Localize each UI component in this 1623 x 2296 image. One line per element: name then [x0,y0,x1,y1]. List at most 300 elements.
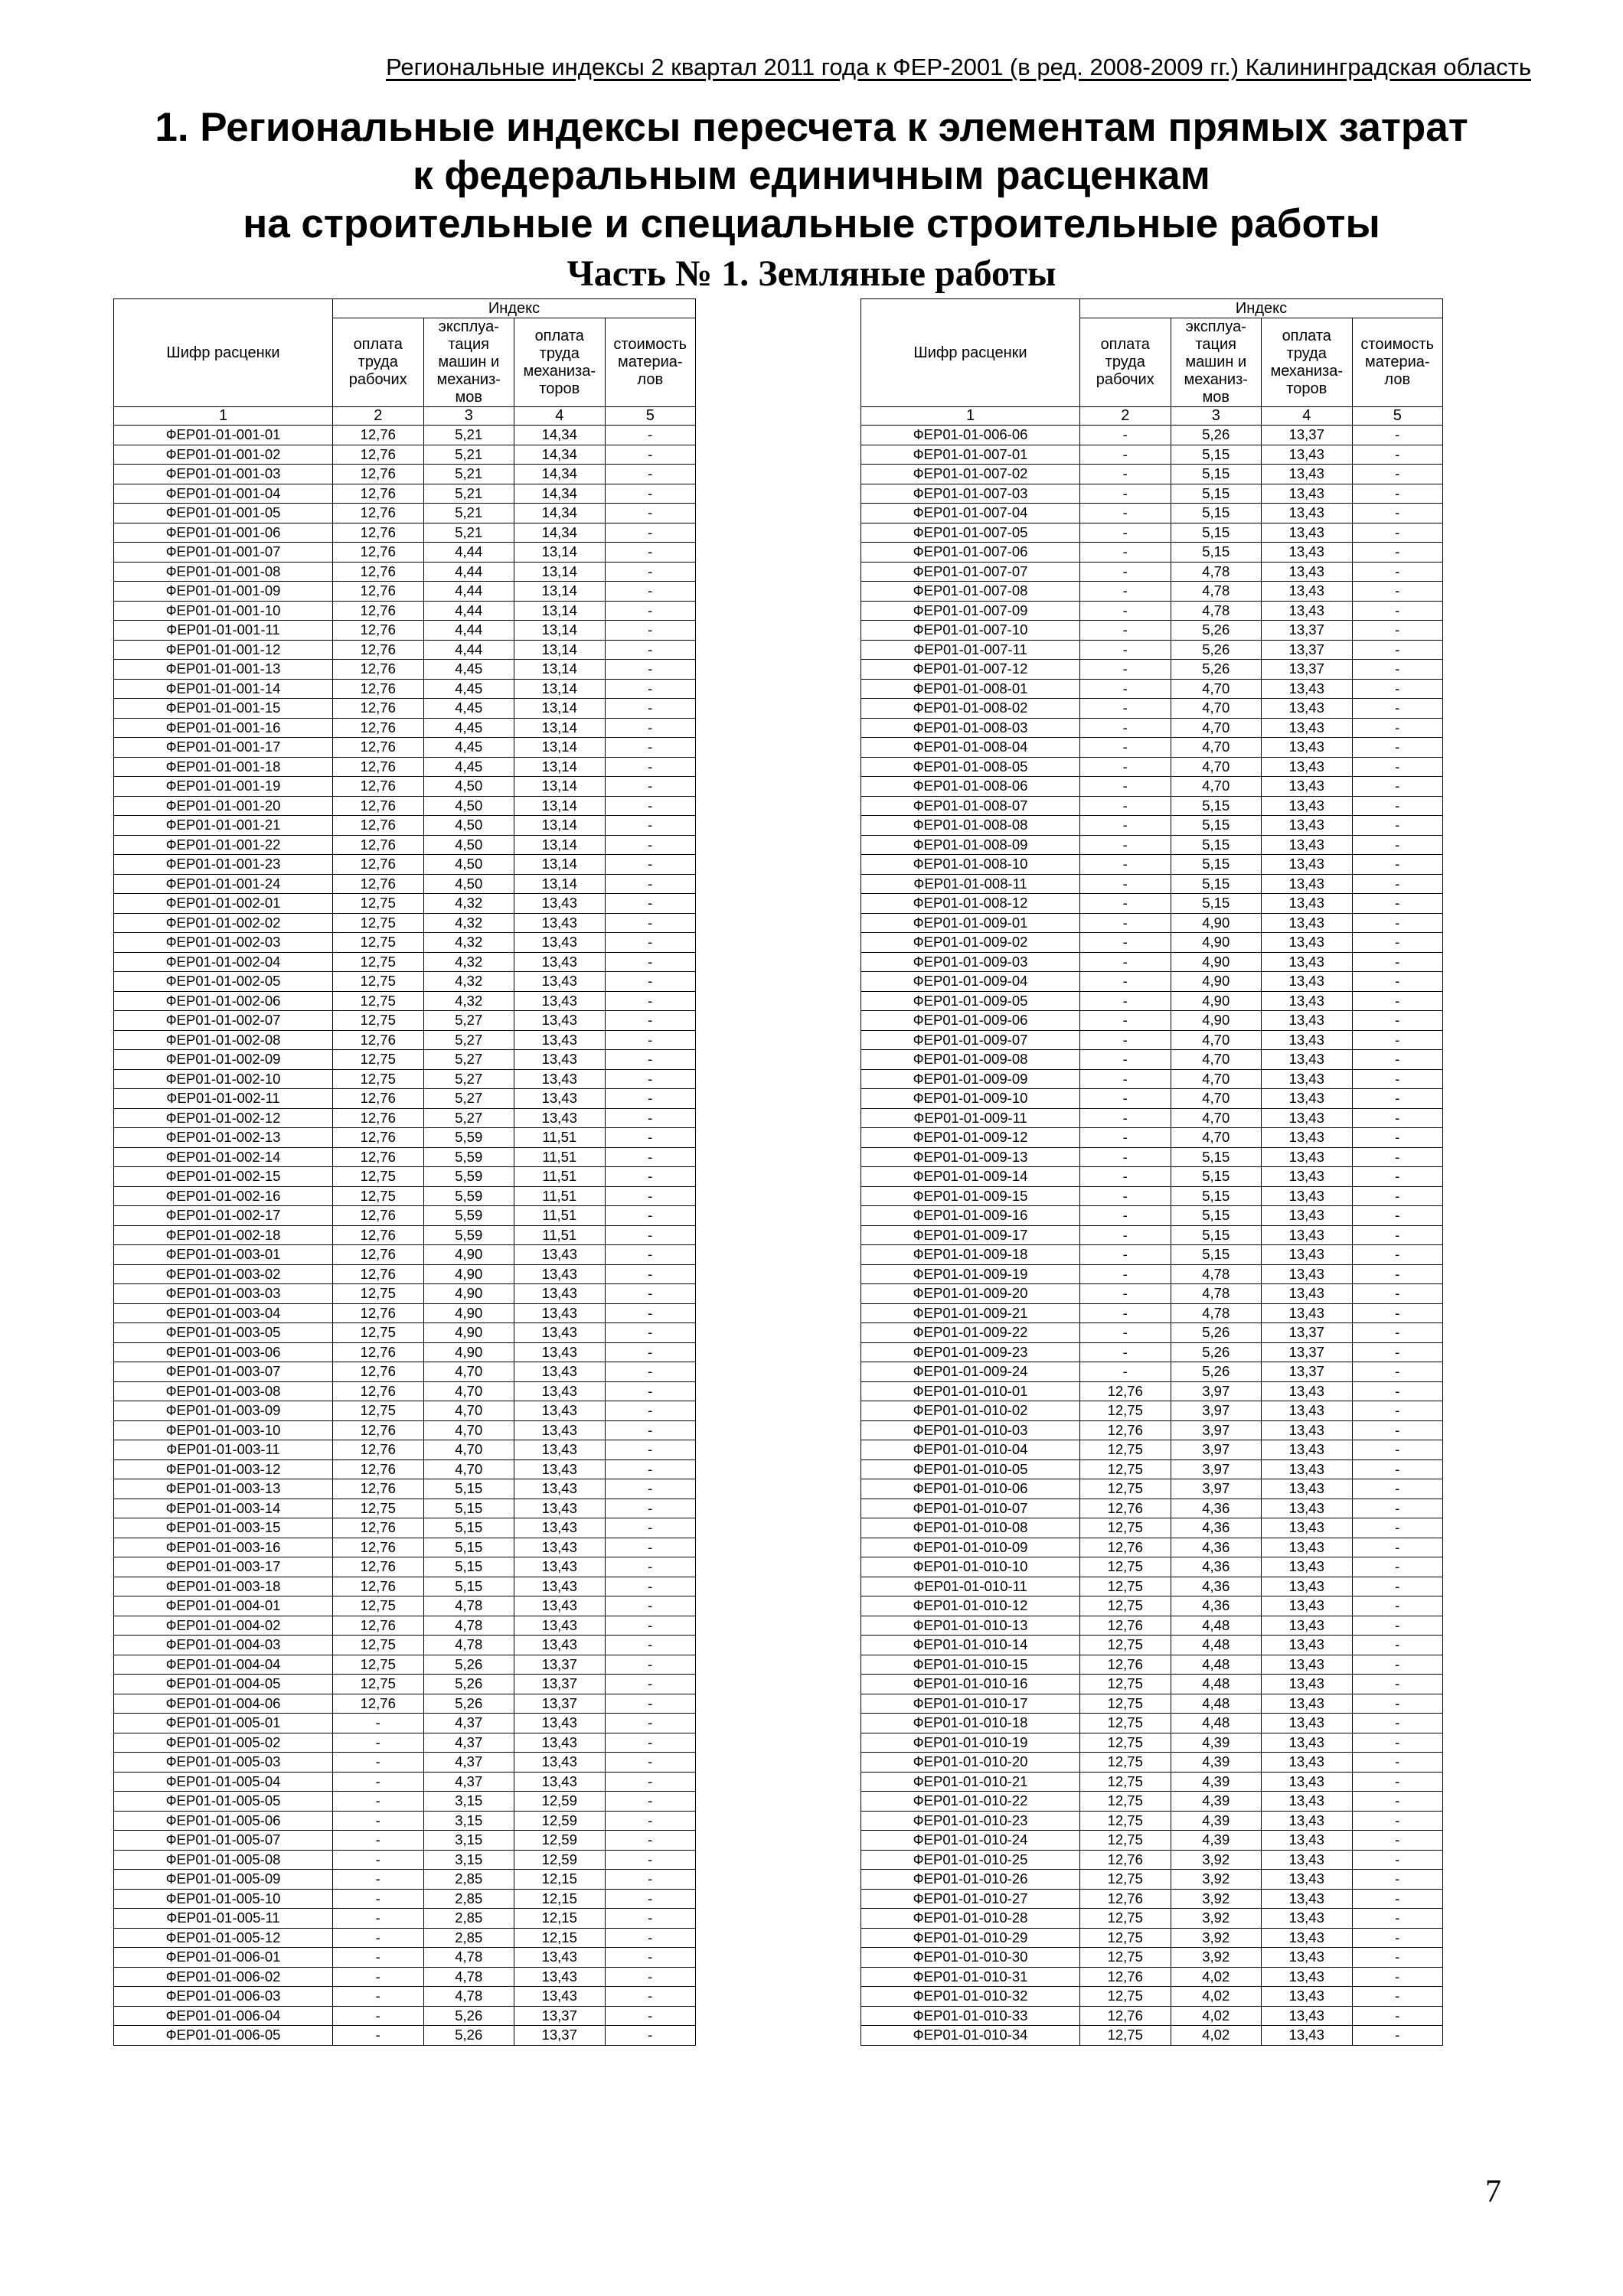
materials-index-cell: - [1352,1167,1443,1187]
rate-code-cell: ФЕР01-01-001-18 [114,757,333,777]
table-row [861,1303,1443,1323]
materials-index-cell: - [605,1245,696,1265]
labor-index-cell: 12,76 [1080,1616,1171,1636]
machines-index-cell: 2,85 [423,1909,514,1929]
operators-index-cell: 13,43 [1262,1928,1353,1948]
labor-index-cell: 12,76 [333,816,424,836]
materials-index-cell: - [1352,1303,1443,1323]
operators-index-cell: 13,37 [514,1694,606,1714]
table-row [114,1557,696,1577]
table-row [861,601,1443,621]
materials-index-cell: - [605,1128,696,1148]
operators-index-cell: 13,43 [514,1967,606,1987]
operators-index-cell: 13,43 [1262,1831,1353,1851]
materials-index-cell: - [1352,1675,1443,1694]
materials-index-cell: - [1352,1948,1443,1968]
table-row [861,1479,1443,1499]
machines-index-cell: 4,90 [1171,991,1262,1011]
labor-index-cell: 12,75 [333,1284,424,1304]
materials-index-cell: - [605,1362,696,1382]
machines-index-cell: 4,70 [423,1420,514,1440]
operators-index-cell: 13,43 [1262,1225,1353,1245]
rate-code-cell: ФЕР01-01-005-02 [114,1733,333,1753]
operators-index-cell: 13,43 [1262,1811,1353,1831]
table-row [861,874,1443,894]
machines-index-cell: 4,70 [423,1459,514,1479]
rate-code-cell: ФЕР01-01-003-08 [114,1381,333,1401]
operators-index-cell: 13,43 [1262,757,1353,777]
operators-index-cell: 13,43 [1262,874,1353,894]
machines-index-cell: 4,70 [1171,1128,1262,1148]
materials-index-cell: - [605,484,696,504]
operators-index-cell: 13,43 [1262,679,1353,699]
rate-code-cell: ФЕР01-01-010-01 [861,1381,1080,1401]
labor-index-cell: 12,76 [333,1108,424,1128]
table-row [861,484,1443,504]
table-row [861,1225,1443,1245]
rate-code-cell: ФЕР01-01-002-17 [114,1206,333,1226]
labor-index-cell: 12,76 [333,1538,424,1557]
materials-index-cell: - [605,1655,696,1675]
machines-index-cell: 4,02 [1171,2006,1262,2026]
labor-index-cell: - [1080,699,1171,719]
rate-code-cell: ФЕР01-01-003-07 [114,1362,333,1382]
machines-index-cell: 4,44 [423,640,514,660]
labor-index-cell: - [1080,835,1171,855]
table-row [861,1089,1443,1109]
title-line-2: к федеральным единичным расценкам [413,153,1210,198]
operators-index-cell: 13,43 [514,1050,606,1070]
rate-code-cell: ФЕР01-01-002-04 [114,952,333,972]
header-operators: оплата труда механиза-торов [514,318,606,407]
labor-index-cell: 12,76 [333,1264,424,1284]
labor-index-cell: 12,76 [333,1206,424,1226]
operators-index-cell: 13,43 [1262,913,1353,933]
rate-code-cell: ФЕР01-01-003-13 [114,1479,333,1499]
rate-code-cell: ФЕР01-01-001-22 [114,835,333,855]
rate-code-cell: ФЕР01-01-003-09 [114,1401,333,1421]
labor-index-cell: 12,75 [1080,1518,1171,1538]
rate-code-cell: ФЕР01-01-004-02 [114,1616,333,1636]
machines-index-cell: 4,90 [423,1303,514,1323]
materials-index-cell: - [605,894,696,914]
machines-index-cell: 4,70 [1171,1069,1262,1089]
materials-index-cell: - [1352,1870,1443,1890]
materials-index-cell: - [605,1714,696,1733]
operators-index-cell: 13,43 [1262,1420,1353,1440]
operators-index-cell: 13,43 [514,1733,606,1753]
operators-index-cell: 13,43 [514,1499,606,1518]
rate-code-cell: ФЕР01-01-005-11 [114,1909,333,1929]
materials-index-cell: - [1352,445,1443,465]
rate-code-cell: ФЕР01-01-010-04 [861,1440,1080,1460]
labor-index-cell: - [1080,426,1171,445]
materials-index-cell: - [605,855,696,875]
machines-index-cell: 4,78 [423,1616,514,1636]
labor-index-cell: - [1080,991,1171,1011]
labor-index-cell: - [333,1948,424,1968]
rate-code-cell: ФЕР01-01-009-15 [861,1186,1080,1206]
machines-index-cell: 5,15 [1171,1167,1262,1187]
materials-index-cell: - [605,1401,696,1421]
machines-index-cell: 4,70 [1171,777,1262,797]
table-row [114,1420,696,1440]
machines-index-cell: 5,15 [1171,1186,1262,1206]
materials-index-cell: - [1352,1987,1443,2007]
materials-index-cell: - [1352,1186,1443,1206]
operators-index-cell: 13,43 [1262,1011,1353,1031]
machines-index-cell: 4,70 [423,1440,514,1460]
rate-code-cell: ФЕР01-01-004-01 [114,1596,333,1616]
materials-index-cell: - [605,465,696,484]
table-row [861,1694,1443,1714]
operators-index-cell: 13,14 [514,757,606,777]
materials-index-cell: - [1352,601,1443,621]
labor-index-cell: 12,76 [333,1225,424,1245]
rate-code-cell: ФЕР01-01-002-05 [114,972,333,992]
labor-index-cell: 12,75 [333,952,424,972]
rate-code-cell: ФЕР01-01-007-07 [861,562,1080,582]
materials-index-cell: - [605,972,696,992]
labor-index-cell: 12,75 [1080,1557,1171,1577]
materials-index-cell: - [605,679,696,699]
table-row [861,1616,1443,1636]
machines-index-cell: 5,15 [1171,543,1262,563]
operators-index-cell: 13,43 [1262,1733,1353,1753]
materials-index-cell: - [605,640,696,660]
rate-code-cell: ФЕР01-01-010-03 [861,1420,1080,1440]
labor-index-cell: - [1080,484,1171,504]
operators-index-cell: 13,43 [1262,1596,1353,1616]
labor-index-cell: 12,76 [1080,1538,1171,1557]
operators-index-cell: 13,43 [1262,562,1353,582]
table-row [114,1011,696,1031]
materials-index-cell: - [1352,1616,1443,1636]
labor-index-cell: - [333,2006,424,2026]
operators-index-cell: 11,51 [514,1167,606,1187]
materials-index-cell: - [1352,1342,1443,1362]
materials-index-cell: - [605,796,696,816]
operators-index-cell: 13,43 [1262,952,1353,972]
rate-code-cell: ФЕР01-01-007-03 [861,484,1080,504]
materials-index-cell: - [605,1636,696,1655]
labor-index-cell: 12,76 [1080,1655,1171,1675]
materials-index-cell: - [1352,1362,1443,1382]
materials-index-cell: - [1352,1596,1443,1616]
table-row [114,2026,696,2046]
table-row [114,874,696,894]
table-row [114,640,696,660]
machines-index-cell: 5,59 [423,1128,514,1148]
materials-index-cell: - [605,1987,696,2007]
labor-index-cell: - [1080,738,1171,758]
materials-index-cell: - [1352,1420,1443,1440]
table-row [114,484,696,504]
materials-index-cell: - [605,1577,696,1596]
operators-index-cell: 13,43 [1262,1714,1353,1733]
machines-index-cell: 5,15 [1171,484,1262,504]
machines-index-cell: 4,48 [1171,1694,1262,1714]
labor-index-cell: 12,76 [333,1440,424,1460]
operators-index-cell: 12,59 [514,1792,606,1812]
rate-code-cell: ФЕР01-01-003-15 [114,1518,333,1538]
rate-code-cell: ФЕР01-01-009-12 [861,1128,1080,1148]
materials-index-cell: - [1352,1577,1443,1596]
rate-code-cell: ФЕР01-01-008-11 [861,874,1080,894]
rate-code-cell: ФЕР01-01-009-03 [861,952,1080,972]
labor-index-cell: 12,75 [1080,1577,1171,1596]
table-row [114,504,696,523]
machines-index-cell: 5,59 [423,1225,514,1245]
labor-index-cell: 12,75 [1080,2026,1171,2046]
machines-index-cell: 4,48 [1171,1675,1262,1694]
rate-code-cell: ФЕР01-01-010-32 [861,1987,1080,2007]
table-row [114,1303,696,1323]
rate-code-cell: ФЕР01-01-006-05 [114,2026,333,2046]
header-labor: оплата труда рабочих [333,318,424,407]
materials-index-cell: - [605,1069,696,1089]
machines-index-cell: 3,97 [1171,1459,1262,1479]
operators-index-cell: 13,43 [1262,1518,1353,1538]
machines-index-cell: 5,26 [423,2026,514,2046]
machines-index-cell: 4,78 [1171,562,1262,582]
operators-index-cell: 13,43 [514,1577,606,1596]
table-row [114,718,696,738]
labor-index-cell: 12,76 [333,1342,424,1362]
table-row [861,1401,1443,1421]
rate-code-cell: ФЕР01-01-008-04 [861,738,1080,758]
table-row [114,816,696,836]
table-row [114,2006,696,2026]
machines-index-cell: 3,92 [1171,1850,1262,1870]
table-row [861,1792,1443,1812]
table-row [114,1518,696,1538]
rate-code-cell: ФЕР01-01-010-07 [861,1499,1080,1518]
operators-index-cell: 13,43 [1262,1147,1353,1167]
table-row [861,621,1443,641]
materials-index-cell: - [1352,1284,1443,1304]
table-row [861,1459,1443,1479]
table-row [861,796,1443,816]
labor-index-cell: - [333,1792,424,1812]
rate-code-cell: ФЕР01-01-005-04 [114,1772,333,1792]
machines-index-cell: 4,45 [423,757,514,777]
materials-index-cell: - [1352,679,1443,699]
labor-index-cell: - [1080,1323,1171,1343]
operators-index-cell: 13,14 [514,601,606,621]
operators-index-cell: 13,14 [514,738,606,758]
operators-index-cell: 13,43 [514,1264,606,1284]
rate-code-cell: ФЕР01-01-003-18 [114,1577,333,1596]
document-title [0,103,1623,248]
machines-index-cell: 4,90 [1171,1011,1262,1031]
materials-index-cell: - [1352,1323,1443,1343]
table-row [114,1636,696,1655]
table-row [114,1147,696,1167]
rate-code-cell: ФЕР01-01-010-14 [861,1636,1080,1655]
labor-index-cell: - [333,1909,424,1929]
materials-index-cell: - [605,1108,696,1128]
table-row [861,504,1443,523]
operators-index-cell: 13,43 [1262,1069,1353,1089]
machines-index-cell: 3,97 [1171,1440,1262,1460]
table-row [861,1264,1443,1284]
labor-index-cell: - [1080,796,1171,816]
materials-index-cell: - [1352,1831,1443,1851]
table-row [114,1128,696,1148]
operators-index-cell: 13,14 [514,874,606,894]
table-row [861,991,1443,1011]
materials-index-cell: - [1352,582,1443,602]
rate-code-cell: ФЕР01-01-003-04 [114,1303,333,1323]
machines-index-cell: 3,15 [423,1850,514,1870]
materials-index-cell: - [605,1284,696,1304]
machines-index-cell: 3,92 [1171,1889,1262,1909]
labor-index-cell: - [1080,855,1171,875]
machines-index-cell: 4,78 [1171,1284,1262,1304]
table-row [114,1694,696,1714]
labor-index-cell: - [333,1733,424,1753]
operators-index-cell: 13,43 [1262,1167,1353,1187]
materials-index-cell: - [605,1186,696,1206]
materials-index-cell: - [1352,1479,1443,1499]
operators-index-cell: 13,43 [514,1089,606,1109]
materials-index-cell: - [1352,1753,1443,1773]
machines-index-cell: 5,15 [423,1577,514,1596]
operators-index-cell: 13,37 [1262,1362,1353,1382]
materials-index-cell: - [1352,465,1443,484]
operators-index-cell: 13,43 [1262,1850,1353,1870]
labor-index-cell: 12,75 [1080,1948,1171,1968]
rate-code-cell: ФЕР01-01-007-04 [861,504,1080,523]
materials-index-cell: - [1352,738,1443,758]
header-index-group: Индекс [1080,299,1443,318]
rate-code-cell: ФЕР01-01-005-07 [114,1831,333,1851]
operators-index-cell: 13,43 [514,1108,606,1128]
machines-index-cell: 4,78 [423,1987,514,2007]
labor-index-cell: - [333,1967,424,1987]
materials-index-cell: - [605,991,696,1011]
operators-index-cell: 14,34 [514,484,606,504]
operators-index-cell: 13,43 [1262,484,1353,504]
labor-index-cell: 12,76 [333,601,424,621]
labor-index-cell: 12,75 [1080,1772,1171,1792]
labor-index-cell: 12,76 [333,1616,424,1636]
materials-index-cell: - [1352,933,1443,953]
operators-index-cell: 13,43 [1262,1186,1353,1206]
machines-index-cell: 5,15 [1171,1206,1262,1226]
table-row [114,1811,696,1831]
table-row [114,738,696,758]
labor-index-cell: 12,76 [333,543,424,563]
table-row [861,777,1443,797]
labor-index-cell: 12,76 [333,1577,424,1596]
header-number: 5 [605,407,696,426]
table-row [861,1811,1443,1831]
operators-index-cell: 13,43 [514,1459,606,1479]
labor-index-cell: 12,76 [333,1030,424,1050]
machines-index-cell: 4,44 [423,621,514,641]
rate-code-cell: ФЕР01-01-010-17 [861,1694,1080,1714]
labor-index-cell: 12,76 [333,718,424,738]
table-row [861,1636,1443,1655]
machines-index-cell: 5,21 [423,426,514,445]
labor-index-cell: 12,76 [333,777,424,797]
machines-index-cell: 4,45 [423,660,514,680]
operators-index-cell: 13,43 [514,1616,606,1636]
machines-index-cell: 5,15 [1171,855,1262,875]
materials-index-cell: - [605,757,696,777]
table-row [114,1459,696,1479]
rate-code-cell: ФЕР01-01-010-27 [861,1889,1080,1909]
operators-index-cell: 13,14 [514,835,606,855]
rate-code-cell: ФЕР01-01-005-06 [114,1811,333,1831]
labor-index-cell: - [1080,1128,1171,1148]
machines-index-cell: 4,90 [423,1245,514,1265]
rate-code-cell: ФЕР01-01-009-13 [861,1147,1080,1167]
table-row [114,1362,696,1382]
table-row [114,601,696,621]
labor-index-cell: - [1080,1245,1171,1265]
materials-index-cell: - [1352,1264,1443,1284]
materials-index-cell: - [605,621,696,641]
table-row [861,1714,1443,1733]
labor-index-cell: - [1080,816,1171,836]
rate-code-cell: ФЕР01-01-007-12 [861,660,1080,680]
materials-index-cell: - [605,1948,696,1968]
operators-index-cell: 13,43 [1262,1206,1353,1226]
rate-code-cell: ФЕР01-01-009-23 [861,1342,1080,1362]
materials-index-cell: - [605,523,696,543]
rate-code-cell: ФЕР01-01-010-16 [861,1675,1080,1694]
labor-index-cell: 12,75 [1080,1459,1171,1479]
operators-index-cell: 13,43 [1262,1030,1353,1050]
machines-index-cell: 3,97 [1171,1401,1262,1421]
operators-index-cell: 11,51 [514,1225,606,1245]
labor-index-cell: 12,76 [333,660,424,680]
materials-index-cell: - [605,1538,696,1557]
machines-index-cell: 4,32 [423,933,514,953]
table-row [114,1655,696,1675]
labor-index-cell: 12,76 [1080,2006,1171,2026]
labor-index-cell: - [1080,543,1171,563]
machines-index-cell: 5,26 [423,1675,514,1694]
operators-index-cell: 13,43 [514,933,606,953]
machines-index-cell: 4,39 [1171,1772,1262,1792]
rate-code-cell: ФЕР01-01-010-26 [861,1870,1080,1890]
labor-index-cell: - [1080,1108,1171,1128]
table-row [861,952,1443,972]
labor-index-cell: 12,76 [333,1245,424,1265]
rate-code-cell: ФЕР01-01-001-04 [114,484,333,504]
header-number: 2 [333,407,424,426]
operators-index-cell: 12,59 [514,1831,606,1851]
table-row [114,1596,696,1616]
machines-index-cell: 4,32 [423,991,514,1011]
labor-index-cell: - [1080,757,1171,777]
operators-index-cell: 13,37 [514,1655,606,1675]
operators-index-cell: 13,43 [1262,1694,1353,1714]
machines-index-cell: 4,48 [1171,1655,1262,1675]
machines-index-cell: 5,21 [423,523,514,543]
machines-index-cell: 2,85 [423,1889,514,1909]
labor-index-cell: - [1080,1147,1171,1167]
table-row [861,1753,1443,1773]
rate-code-cell: ФЕР01-01-001-13 [114,660,333,680]
rate-code-cell: ФЕР01-01-003-17 [114,1557,333,1577]
rate-code-cell: ФЕР01-01-002-18 [114,1225,333,1245]
machines-index-cell: 5,59 [423,1167,514,1187]
